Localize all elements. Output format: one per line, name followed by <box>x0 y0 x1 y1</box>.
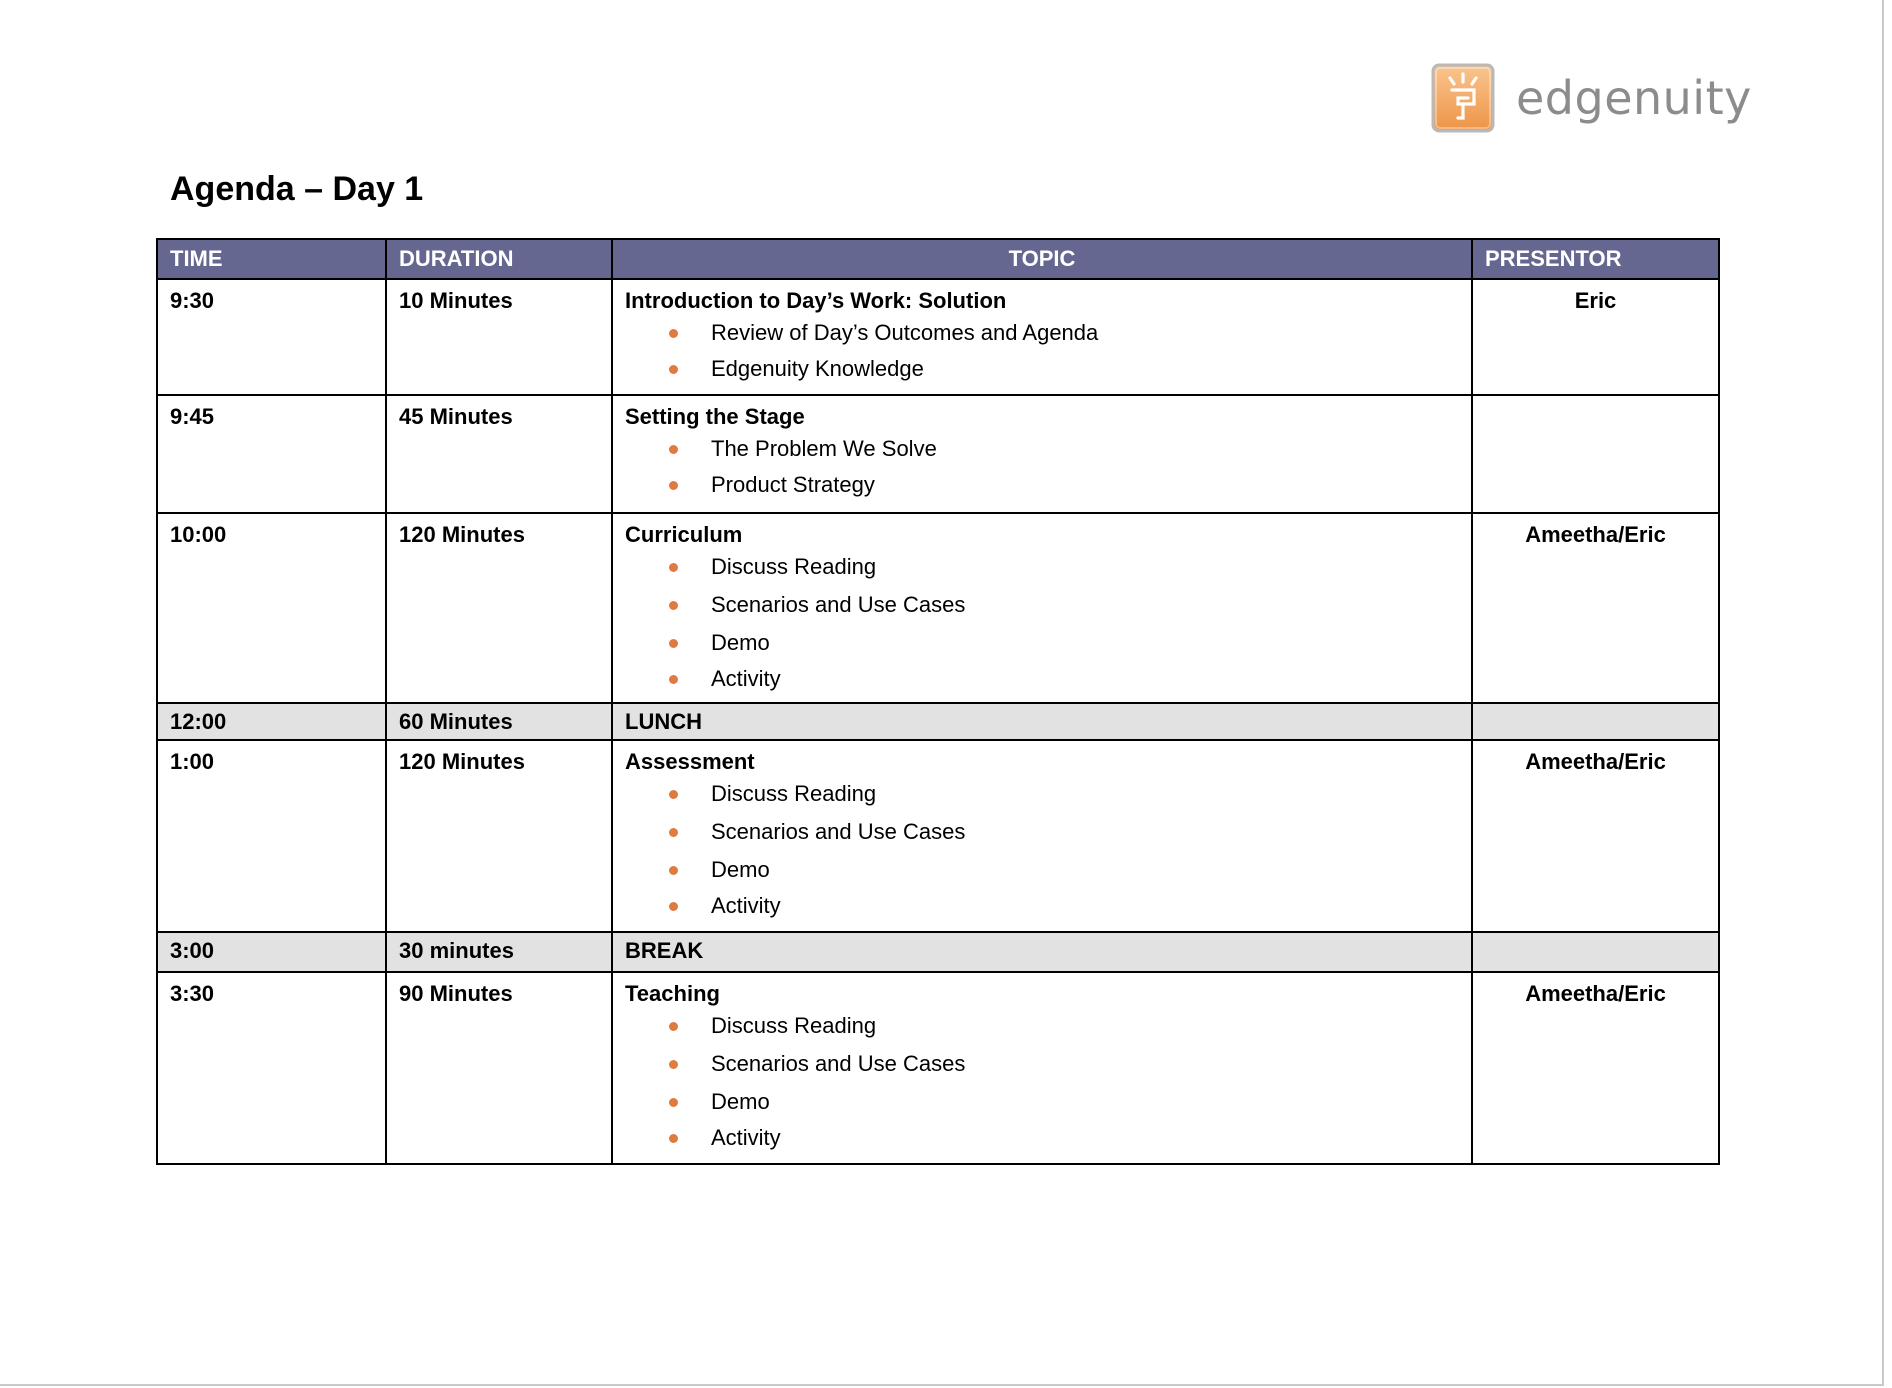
cell-topic <box>612 932 1472 972</box>
topic-title: LUNCH <box>625 709 702 734</box>
list-item <box>625 1121 1459 1155</box>
list-item-label: Activity <box>711 1125 781 1150</box>
list-item <box>625 851 1459 889</box>
bullet-dot-icon <box>669 790 678 799</box>
cell-presenter: Ameetha/Eric <box>1472 740 1719 932</box>
topic-title: BREAK <box>625 938 704 963</box>
bullet-dot-icon <box>669 675 678 684</box>
bullet-dot-icon <box>669 1134 678 1143</box>
cell-duration: 45 Minutes <box>386 395 612 513</box>
list-item-label: Scenarios and Use Cases <box>711 819 966 844</box>
header-topic: TOPIC <box>612 239 1472 279</box>
header-time: TIME <box>157 239 386 279</box>
list-item-label: Demo <box>711 857 770 882</box>
cell-presenter <box>1472 932 1719 972</box>
cell-time: 3:00 <box>157 932 386 972</box>
cell-duration: 30 minutes <box>386 932 612 972</box>
bullet-dot-icon <box>669 828 678 837</box>
cell-topic <box>612 972 1472 1164</box>
list-item-label: Demo <box>711 1089 770 1114</box>
bullet-dot-icon <box>669 601 678 610</box>
cell-time: 9:45 <box>157 395 386 513</box>
page-title: Agenda – Day 1 <box>170 170 424 208</box>
topic-bullet-list <box>625 430 1459 502</box>
cell-topic <box>612 279 1472 395</box>
cell-topic <box>612 703 1472 740</box>
cell-time: 1:00 <box>157 740 386 932</box>
cell-duration: 90 Minutes <box>386 972 612 1164</box>
logo-wordmark: edgenuity <box>1516 71 1752 125</box>
cell-duration: 60 Minutes <box>386 703 612 740</box>
bullet-dot-icon <box>669 1060 678 1069</box>
table-row <box>157 740 1719 932</box>
list-item <box>625 662 1459 696</box>
list-item <box>625 813 1459 851</box>
bullet-dot-icon <box>669 1098 678 1107</box>
list-item <box>625 352 1459 386</box>
topic-bullet-list <box>625 314 1459 386</box>
cell-presenter <box>1472 395 1719 513</box>
list-item <box>625 586 1459 624</box>
list-item-label: Discuss Reading <box>711 1013 877 1038</box>
bullet-dot-icon <box>669 445 678 454</box>
topic-bullet-list <box>625 548 1459 696</box>
list-item <box>625 775 1459 813</box>
cell-time: 12:00 <box>157 703 386 740</box>
cell-time: 10:00 <box>157 513 386 703</box>
table-row <box>157 703 1719 740</box>
topic-title: Introduction to Day’s Work: Solution <box>625 288 1007 313</box>
table-header-row <box>157 239 1719 279</box>
list-item-label: Activity <box>711 893 781 918</box>
cell-presenter: Ameetha/Eric <box>1472 513 1719 703</box>
list-item-label: Product Strategy <box>711 472 875 497</box>
table-row <box>157 932 1719 972</box>
cell-topic <box>612 513 1472 703</box>
list-item <box>625 1045 1459 1083</box>
list-item-label: Activity <box>711 666 781 691</box>
topic-title: Curriculum <box>625 522 743 547</box>
edgenuity-logo <box>1430 62 1752 134</box>
cell-topic <box>612 395 1472 513</box>
bullet-dot-icon <box>669 365 678 374</box>
agenda-table <box>156 238 1720 1165</box>
cell-topic <box>612 740 1472 932</box>
topic-bullet-list <box>625 1007 1459 1155</box>
cell-presenter: Eric <box>1472 279 1719 395</box>
cell-duration: 120 Minutes <box>386 740 612 932</box>
table-row <box>157 513 1719 703</box>
list-item <box>625 624 1459 662</box>
topic-title: Setting the Stage <box>625 404 805 429</box>
cell-time: 9:30 <box>157 279 386 395</box>
edgenuity-logo-icon <box>1430 62 1496 134</box>
list-item-label: The Problem We Solve <box>711 436 937 461</box>
list-item-label: Scenarios and Use Cases <box>711 1051 966 1076</box>
list-item-label: Discuss Reading <box>711 781 877 806</box>
bullet-dot-icon <box>669 329 678 338</box>
list-item <box>625 468 1459 502</box>
list-item-label: Discuss Reading <box>711 554 877 579</box>
topic-title: Teaching <box>625 981 720 1006</box>
list-item <box>625 548 1459 586</box>
cell-duration: 120 Minutes <box>386 513 612 703</box>
bullet-dot-icon <box>669 1022 678 1031</box>
agenda-body <box>157 279 1719 1164</box>
cell-time: 3:30 <box>157 972 386 1164</box>
cell-presenter <box>1472 703 1719 740</box>
table-row <box>157 279 1719 395</box>
list-item-label: Review of Day’s Outcomes and Agenda <box>711 320 1099 345</box>
table-row <box>157 972 1719 1164</box>
bullet-dot-icon <box>669 866 678 875</box>
list-item <box>625 430 1459 468</box>
bullet-dot-icon <box>669 902 678 911</box>
cell-presenter: Ameetha/Eric <box>1472 972 1719 1164</box>
list-item-label: Scenarios and Use Cases <box>711 592 966 617</box>
table-row <box>157 395 1719 513</box>
list-item-label: Edgenuity Knowledge <box>711 356 924 381</box>
header-presenter: PRESENTOR <box>1472 239 1719 279</box>
cell-duration: 10 Minutes <box>386 279 612 395</box>
bullet-dot-icon <box>669 481 678 490</box>
bullet-dot-icon <box>669 639 678 648</box>
list-item <box>625 1083 1459 1121</box>
list-item-label: Demo <box>711 630 770 655</box>
list-item <box>625 1007 1459 1045</box>
list-item <box>625 314 1459 352</box>
bullet-dot-icon <box>669 563 678 572</box>
topic-title: Assessment <box>625 749 755 774</box>
list-item <box>625 889 1459 923</box>
topic-bullet-list <box>625 775 1459 923</box>
header-duration: DURATION <box>386 239 612 279</box>
